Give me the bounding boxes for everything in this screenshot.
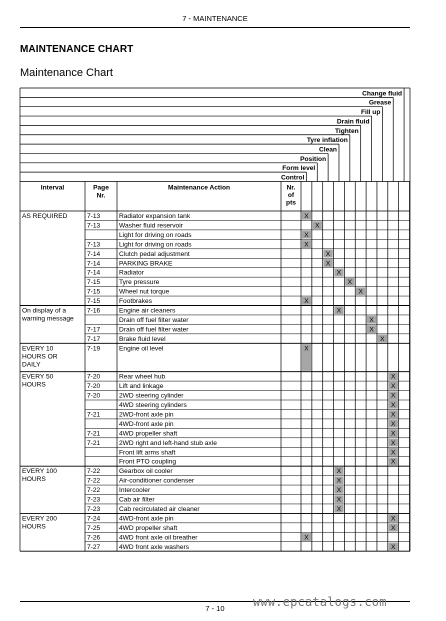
page-cell: 7-14: [87, 269, 101, 277]
mark-x: X: [391, 458, 396, 466]
mark-x: X: [391, 420, 396, 428]
mark-x: X: [304, 231, 309, 239]
page-header: 7 - MAINTENANCE: [182, 14, 248, 23]
page-cell: 7-27: [87, 543, 101, 551]
action-cell: 2WD steering cylinder: [119, 392, 184, 400]
interval-cell: DAILY: [22, 361, 41, 369]
mark-x: X: [336, 477, 342, 485]
mark-x: X: [391, 373, 396, 381]
mark-x: X: [336, 496, 342, 504]
action-cell: Wheel nut torque: [119, 288, 170, 296]
page-cell: 7-20: [87, 383, 101, 391]
action-cell: 4WD-front axle pin: [119, 515, 174, 523]
action-cell: Radiator: [119, 269, 144, 277]
chart-title-bold: MAINTENANCE CHART: [20, 44, 134, 55]
page-header-2: Nr.: [96, 192, 106, 200]
action-column-label-4: Tyre inflation: [306, 137, 348, 145]
page-number: 7 - 10: [205, 604, 225, 613]
interval-cell: On display of a: [22, 307, 66, 315]
page-cell: 7-22: [87, 487, 101, 495]
mark-x: X: [336, 505, 342, 513]
action-column-label-3: Clean: [319, 146, 337, 154]
action-cell: Rear wheel hub: [119, 373, 166, 381]
mark-x: X: [391, 439, 396, 447]
action-cell: 2WD right and left-hand stub axle: [119, 439, 217, 447]
action-cell: Engine air cleaners: [119, 307, 176, 315]
mark-x: X: [369, 326, 374, 334]
action-header: Maintenance Action: [167, 184, 231, 192]
page-cell: 7-23: [87, 505, 101, 513]
page-header-1: Page: [93, 184, 109, 192]
action-cell: Drain off fuel filter water: [119, 316, 189, 324]
mark-x: X: [304, 241, 309, 249]
action-cell: Cab recirculated air cleaner: [119, 505, 200, 513]
action-cell: Drain off fuel filter water: [119, 326, 189, 334]
interval-cell: AS REQUIRED: [22, 213, 68, 220]
action-cell: Air-conditioner condenser: [119, 477, 195, 485]
points-header: pts: [286, 199, 296, 207]
action-cell: Cab air filter: [119, 496, 155, 504]
mark-x: X: [325, 250, 331, 258]
page-cell: 7-15: [87, 279, 101, 287]
page-cell: 7-24: [87, 515, 101, 523]
mark-x: X: [391, 430, 396, 438]
interval-cell: HOURS OR: [22, 353, 58, 361]
page-cell: 7-13: [87, 222, 101, 230]
page-cell: 7-20: [87, 392, 101, 400]
action-column-label-7: Fill up: [360, 109, 381, 117]
page-cell: 7-13: [87, 213, 101, 220]
mark-x: X: [369, 316, 374, 324]
page-cell: 7-15: [87, 288, 101, 296]
action-cell: 4WD front axle oil breather: [119, 534, 198, 542]
mark-x: X: [391, 543, 396, 551]
mark-x: X: [391, 402, 396, 409]
interval-cell: EVERY 100: [22, 468, 57, 476]
mark-x: X: [391, 392, 396, 400]
mark-x: X: [304, 298, 309, 306]
chart-title-plain: Maintenance Chart: [20, 67, 113, 79]
action-column-label-9: Change fluid: [362, 90, 403, 98]
interval-cell: EVERY 200: [22, 515, 57, 523]
action-cell: Front PTO coupling: [119, 458, 177, 466]
mark-x: X: [347, 279, 353, 287]
interval-cell: EVERY 50: [22, 373, 54, 381]
action-cell: 4WD front axle washers: [119, 543, 189, 551]
mark-x: X: [391, 449, 396, 457]
page-cell: 7-17: [87, 335, 101, 343]
mark-x: X: [304, 345, 309, 353]
page-cell: 7-13: [87, 241, 101, 249]
action-column-label-2: Position: [300, 155, 327, 163]
action-cell: Lift and linkage: [119, 383, 164, 391]
action-cell: Light for driving on roads: [119, 241, 192, 249]
action-cell: Washer fluid reservoir: [119, 222, 183, 230]
action-cell: 2WD-front axle pin: [119, 411, 174, 419]
page-cell: 7-16: [87, 307, 101, 315]
action-cell: 4WD-front axle pin: [119, 420, 174, 428]
interval-cell: HOURS: [22, 476, 46, 484]
action-cell: 4WD steering cylinders: [119, 402, 187, 409]
action-cell: Footbrakes: [119, 298, 152, 306]
page-cell: 7-17: [87, 326, 101, 334]
action-cell: Tyre pressure: [119, 279, 160, 287]
action-cell: Gearbox oil cooler: [119, 468, 173, 476]
page-cell: 7-21: [87, 439, 101, 447]
page-cell: 7-25: [87, 524, 101, 532]
action-cell: Engine oil level: [119, 345, 164, 353]
action-cell: Brake fluid level: [119, 335, 166, 343]
mark-x: X: [336, 468, 342, 476]
action-cell: PARKING BRAKE: [119, 260, 173, 268]
mark-x: X: [391, 411, 396, 419]
page-cell: 7-15: [87, 298, 101, 306]
interval-cell: HOURS: [22, 523, 46, 531]
action-cell: 4WD propeller shaft: [119, 524, 178, 532]
mark-x: X: [358, 288, 363, 296]
action-cell: Intercooler: [119, 487, 151, 495]
interval-header: Interval: [40, 184, 65, 192]
page-cell: 7-23: [87, 496, 101, 504]
action-cell: Clutch pedal adjustment: [119, 250, 190, 258]
mark-x: X: [336, 269, 342, 277]
action-cell: Radiator expansion tank: [119, 213, 191, 220]
action-column-label-1: Form level: [282, 165, 316, 173]
page-cell: 7-22: [87, 468, 101, 476]
mark-x: X: [391, 524, 396, 532]
action-cell: Front lift arms shaft: [119, 449, 176, 457]
mark-x: X: [325, 260, 331, 268]
page-cell: 7-22: [87, 477, 101, 485]
action-cell: 4WD propeller shaft: [119, 430, 178, 438]
mark-x: X: [336, 307, 342, 315]
interval-cell: EVERY 10: [22, 345, 54, 353]
interval-cell: HOURS: [22, 381, 46, 389]
points-header: of: [287, 192, 295, 199]
page-cell: 7-21: [87, 430, 101, 438]
points-header: Nr.: [286, 184, 296, 192]
mark-x: X: [336, 487, 342, 495]
watermark: www.epcatalogs.com: [253, 595, 387, 609]
page-cell: 7-14: [87, 260, 101, 268]
mark-x: X: [304, 534, 309, 542]
mark-x: X: [391, 515, 396, 523]
mark-x: X: [380, 335, 385, 343]
action-column-label-6: Drain fluid: [336, 118, 370, 126]
page-cell: 7-19: [87, 345, 101, 353]
page-cell: 7-21: [87, 411, 101, 419]
action-column-label-5: Tighten: [334, 127, 359, 135]
action-cell: Light for driving on roads: [119, 231, 192, 239]
page-cell: 7-14: [87, 250, 101, 258]
action-column-label-8: Grease: [368, 99, 392, 107]
mark-x: X: [391, 383, 396, 391]
mark-x: X: [304, 213, 309, 220]
mark-x: X: [315, 222, 320, 230]
action-column-label-0: Control: [280, 174, 305, 182]
interval-cell: warning message: [22, 315, 74, 323]
page-cell: 7-26: [87, 534, 101, 542]
page-cell: 7-20: [87, 373, 101, 381]
